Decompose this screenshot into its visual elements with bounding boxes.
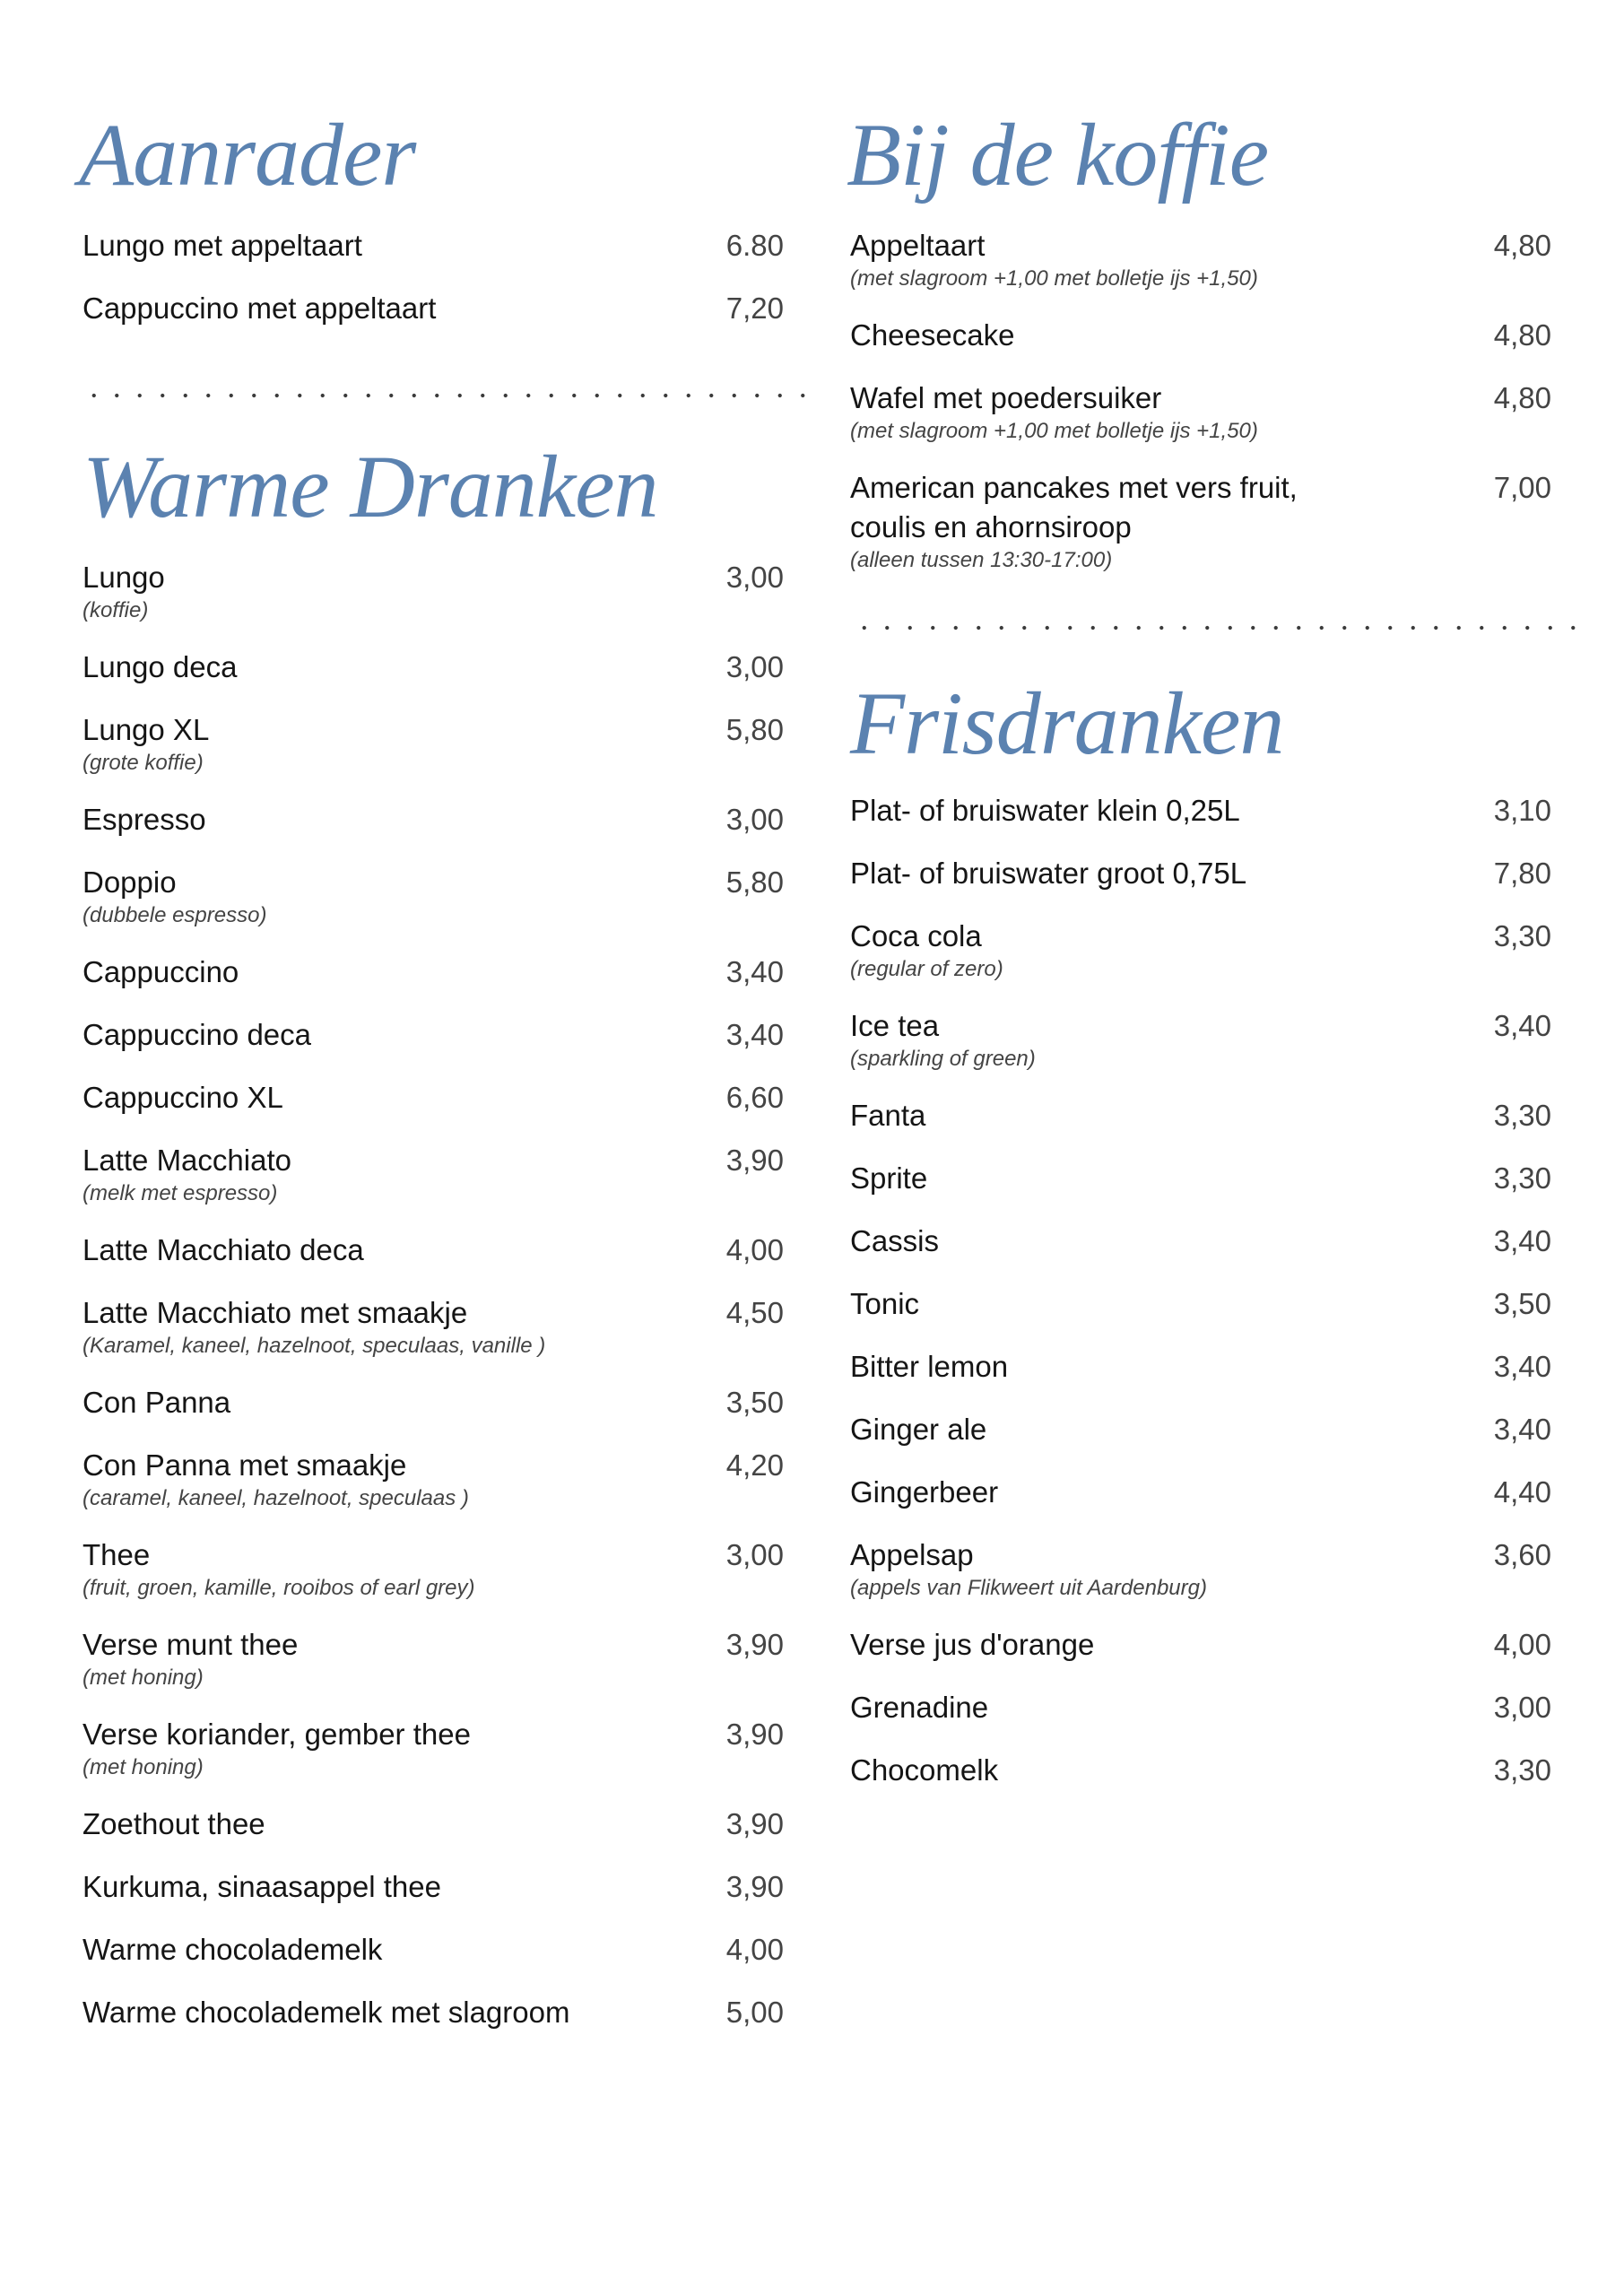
menu-item <box>83 1383 784 1422</box>
menu-item-text <box>850 1006 1444 1073</box>
section-warme-dranken <box>83 429 784 2056</box>
item-price: 5,80 <box>725 865 784 899</box>
item-price: 5,80 <box>725 713 784 746</box>
menu-item <box>83 1231 784 1270</box>
menu-item <box>83 1867 784 1907</box>
menu-item <box>850 1096 1551 1135</box>
menu-item <box>850 1347 1551 1387</box>
item-name: Con Panna met smaakje <box>83 1448 407 1482</box>
item-name: Appeltaart <box>850 229 986 262</box>
menu-item <box>850 316 1551 355</box>
item-price: 3,90 <box>725 1807 784 1840</box>
menu-item-text <box>850 1535 1444 1602</box>
item-name: Latte Macchiato deca <box>83 1233 364 1266</box>
menu-list <box>850 226 1551 574</box>
menu-item <box>850 1751 1551 1790</box>
item-price: 6,60 <box>725 1081 784 1114</box>
menu-item-text <box>850 1751 1444 1790</box>
item-name: Verse jus d'orange <box>850 1628 1095 1661</box>
item-note: (met honing) <box>83 1755 204 1779</box>
menu-item <box>83 1078 784 1118</box>
item-price: 3,90 <box>725 1144 784 1177</box>
menu-item <box>83 1625 784 1692</box>
item-price: 7,80 <box>1493 857 1551 890</box>
menu-item <box>83 863 784 929</box>
menu-item <box>83 1535 784 1602</box>
menu-item <box>850 468 1551 574</box>
divider-left <box>83 387 815 404</box>
item-price: 3,30 <box>1493 1099 1551 1132</box>
item-name: Lungo deca <box>83 650 238 683</box>
item-price: 3,00 <box>725 561 784 594</box>
item-name: Con Panna <box>83 1386 231 1419</box>
menu-item <box>83 1141 784 1207</box>
menu-item-text <box>83 1715 676 1781</box>
item-note: (dubbele espresso) <box>83 903 267 927</box>
menu-item-text <box>83 1141 676 1207</box>
menu-item-text <box>83 1383 676 1422</box>
item-name-line2: coulis en ahornsiroop <box>850 510 1132 544</box>
menu-item-text <box>83 1535 676 1602</box>
menu-item-text <box>850 1688 1444 1727</box>
divider-right <box>853 619 1590 637</box>
menu-item-text <box>850 226 1444 292</box>
menu-item <box>850 791 1551 831</box>
item-name: Appelsap <box>850 1538 974 1571</box>
item-price: 3,90 <box>725 1628 784 1661</box>
menu-item <box>83 1446 784 1512</box>
item-price: 3,00 <box>725 650 784 683</box>
menu-item-text <box>850 1473 1444 1512</box>
dotted-divider <box>83 387 815 404</box>
section-title: Aanrader <box>79 105 416 204</box>
menu-item-text <box>83 710 676 777</box>
menu-item <box>83 800 784 839</box>
menu-item-text <box>850 917 1444 983</box>
item-price: 3,40 <box>1493 1413 1551 1446</box>
item-price: 3,30 <box>1493 1753 1551 1787</box>
menu-item <box>850 1535 1551 1602</box>
menu-item-text <box>83 1625 676 1692</box>
item-name: Cappuccino XL <box>83 1081 283 1114</box>
item-price: 3,40 <box>1493 1009 1551 1042</box>
menu-list <box>83 558 784 2032</box>
item-price: 3,40 <box>1493 1350 1551 1383</box>
item-price: 6.80 <box>725 229 784 262</box>
item-name: Wafel met poedersuiker <box>850 381 1162 414</box>
menu-item-text <box>83 226 676 265</box>
item-price: 4,50 <box>725 1296 784 1329</box>
menu-item-text <box>83 289 676 328</box>
item-price: 4,00 <box>725 1933 784 1966</box>
item-price: 3,10 <box>1493 794 1551 827</box>
menu-item-text <box>850 1410 1444 1449</box>
item-price: 3,30 <box>1493 919 1551 952</box>
item-name: Warme chocolademelk met slagroom <box>83 1996 570 2029</box>
menu-item <box>83 648 784 687</box>
item-name: Doppio <box>83 865 177 899</box>
menu-item <box>850 1159 1551 1198</box>
menu-item <box>83 1805 784 1844</box>
item-name: Kurkuma, sinaasappel thee <box>83 1870 441 1903</box>
item-price: 3,90 <box>725 1718 784 1751</box>
menu-item-text <box>83 863 676 929</box>
section-aanrader <box>79 97 784 352</box>
item-name: Zoethout thee <box>83 1807 265 1840</box>
item-name: Ginger ale <box>850 1413 987 1446</box>
item-price: 4,00 <box>1493 1628 1551 1661</box>
item-name: Espresso <box>83 803 206 836</box>
item-note: (regular of zero) <box>850 957 1003 981</box>
item-price: 3,40 <box>725 1018 784 1051</box>
item-note: (met honing) <box>83 1665 204 1690</box>
item-price: 4,40 <box>1493 1475 1551 1509</box>
item-note: (Karamel, kaneel, hazelnoot, speculaas, vanille ) <box>83 1334 546 1358</box>
menu-item <box>83 1293 784 1360</box>
item-name: Plat- of bruiswater klein 0,25L <box>850 794 1240 827</box>
menu-item <box>850 1410 1551 1449</box>
item-name: Ice tea <box>850 1009 940 1042</box>
item-name: Cassis <box>850 1224 940 1257</box>
menu-item-text <box>83 1231 676 1270</box>
item-name: Lungo XL <box>83 713 210 746</box>
menu-item <box>83 710 784 777</box>
menu-item <box>83 1715 784 1781</box>
item-price: 3,40 <box>725 955 784 988</box>
menu-item <box>850 1222 1551 1261</box>
item-name: Chocomelk <box>850 1753 999 1787</box>
item-name: Lungo <box>83 561 165 594</box>
menu-item <box>850 1284 1551 1324</box>
menu-item <box>83 1993 784 2032</box>
item-price: 4,00 <box>725 1233 784 1266</box>
menu-item <box>850 1473 1551 1512</box>
item-price: 5,00 <box>725 1996 784 2029</box>
menu-item-text <box>83 1930 676 1970</box>
item-name: Coca cola <box>850 919 982 952</box>
item-note: (caramel, kaneel, hazelnoot, speculaas ) <box>83 1486 469 1510</box>
menu-item <box>850 378 1551 445</box>
menu-item-text <box>850 1625 1444 1665</box>
item-price: 4,20 <box>725 1448 784 1482</box>
item-name: Latte Macchiato <box>83 1144 291 1177</box>
item-name: Cappuccino met appeltaart <box>83 291 437 325</box>
item-note: (sparkling of green) <box>850 1047 1036 1071</box>
item-name: Warme chocolademelk <box>83 1933 383 1966</box>
item-name: Bitter lemon <box>850 1350 1009 1383</box>
item-name: Lungo met appeltaart <box>83 229 362 262</box>
item-name: Tonic <box>850 1287 920 1320</box>
menu-item-text <box>850 854 1444 893</box>
item-price: 3,00 <box>1493 1691 1551 1724</box>
item-name: Gingerbeer <box>850 1475 999 1509</box>
menu-item-text <box>83 1805 676 1844</box>
menu-item-text <box>850 1347 1444 1387</box>
item-price: 3,50 <box>725 1386 784 1419</box>
section-title: Frisdranken <box>850 674 1284 773</box>
item-note: (met slagroom +1,00 met bolletje ijs +1,50) <box>850 266 1258 291</box>
item-price: 4,80 <box>1493 318 1551 352</box>
item-name: Fanta <box>850 1099 926 1132</box>
menu-item-text <box>850 1096 1444 1135</box>
item-price: 3,00 <box>725 803 784 836</box>
item-price: 3,40 <box>1493 1224 1551 1257</box>
menu-item-text <box>850 1284 1444 1324</box>
item-note: (met slagroom +1,00 met bolletje ijs +1,50) <box>850 419 1258 443</box>
item-price: 3,60 <box>1493 1538 1551 1571</box>
item-name: American pancakes met vers fruit, <box>850 471 1298 504</box>
item-price: 7,20 <box>725 291 784 325</box>
item-name: Cheesecake <box>850 318 1015 352</box>
menu-item <box>850 226 1551 292</box>
menu-item-text <box>83 1867 676 1907</box>
menu-item <box>850 1006 1551 1073</box>
menu-item-text <box>83 952 676 992</box>
section-title: Warme Dranken <box>83 437 658 536</box>
menu-item-text <box>850 468 1444 574</box>
menu-item <box>850 917 1551 983</box>
menu-item-text <box>83 1015 676 1055</box>
item-name: Verse koriander, gember thee <box>83 1718 471 1751</box>
menu-item-text <box>83 648 676 687</box>
item-name: Thee <box>83 1538 151 1571</box>
menu-item-text <box>83 1293 676 1360</box>
section-bij-de-koffie <box>847 97 1551 597</box>
item-price: 3,00 <box>725 1538 784 1571</box>
menu-item <box>83 952 784 992</box>
menu-item <box>83 1930 784 1970</box>
menu-item <box>83 558 784 624</box>
item-price: 3,30 <box>1493 1161 1551 1195</box>
item-note: (fruit, groen, kamille, rooibos of earl grey) <box>83 1576 475 1600</box>
menu-item-text <box>83 1078 676 1118</box>
item-name: Plat- of bruiswater groot 0,75L <box>850 857 1247 890</box>
item-price: 3,90 <box>725 1870 784 1903</box>
menu-item-text <box>83 558 676 624</box>
item-note: (appels van Flikweert uit Aardenburg) <box>850 1576 1207 1600</box>
menu-item <box>83 1015 784 1055</box>
menu-item-text <box>850 1159 1444 1198</box>
menu-item <box>850 1688 1551 1727</box>
item-note: (melk met espresso) <box>83 1181 278 1205</box>
item-name: Grenadine <box>850 1691 989 1724</box>
menu-item <box>850 854 1551 893</box>
item-name: Sprite <box>850 1161 928 1195</box>
menu-item-text <box>850 316 1444 355</box>
menu-list <box>83 226 784 328</box>
item-note: (koffie) <box>83 598 149 622</box>
item-name: Cappuccino <box>83 955 239 988</box>
menu-item-text <box>83 800 676 839</box>
item-price: 4,80 <box>1493 229 1551 262</box>
section-title: Bij de koffie <box>847 105 1269 204</box>
item-name: Cappuccino deca <box>83 1018 312 1051</box>
item-price: 4,80 <box>1493 381 1551 414</box>
item-price: 7,00 <box>1493 471 1551 504</box>
menu-item-text <box>83 1446 676 1512</box>
dotted-divider <box>853 619 1590 637</box>
menu-item-text <box>850 791 1444 831</box>
menu-item-text <box>850 1222 1444 1261</box>
item-name: Latte Macchiato met smaakje <box>83 1296 468 1329</box>
item-note: (grote koffie) <box>83 751 204 775</box>
menu-item-text <box>83 1993 676 2032</box>
menu-item-text <box>850 378 1444 445</box>
menu-list <box>850 791 1551 1790</box>
menu-item <box>83 289 784 328</box>
item-price: 3,50 <box>1493 1287 1551 1320</box>
item-note: (alleen tussen 13:30-17:00) <box>850 548 1113 572</box>
item-name: Verse munt thee <box>83 1628 299 1661</box>
menu-item <box>83 226 784 265</box>
section-frisdranken <box>850 665 1551 1813</box>
menu-item <box>850 1625 1551 1665</box>
